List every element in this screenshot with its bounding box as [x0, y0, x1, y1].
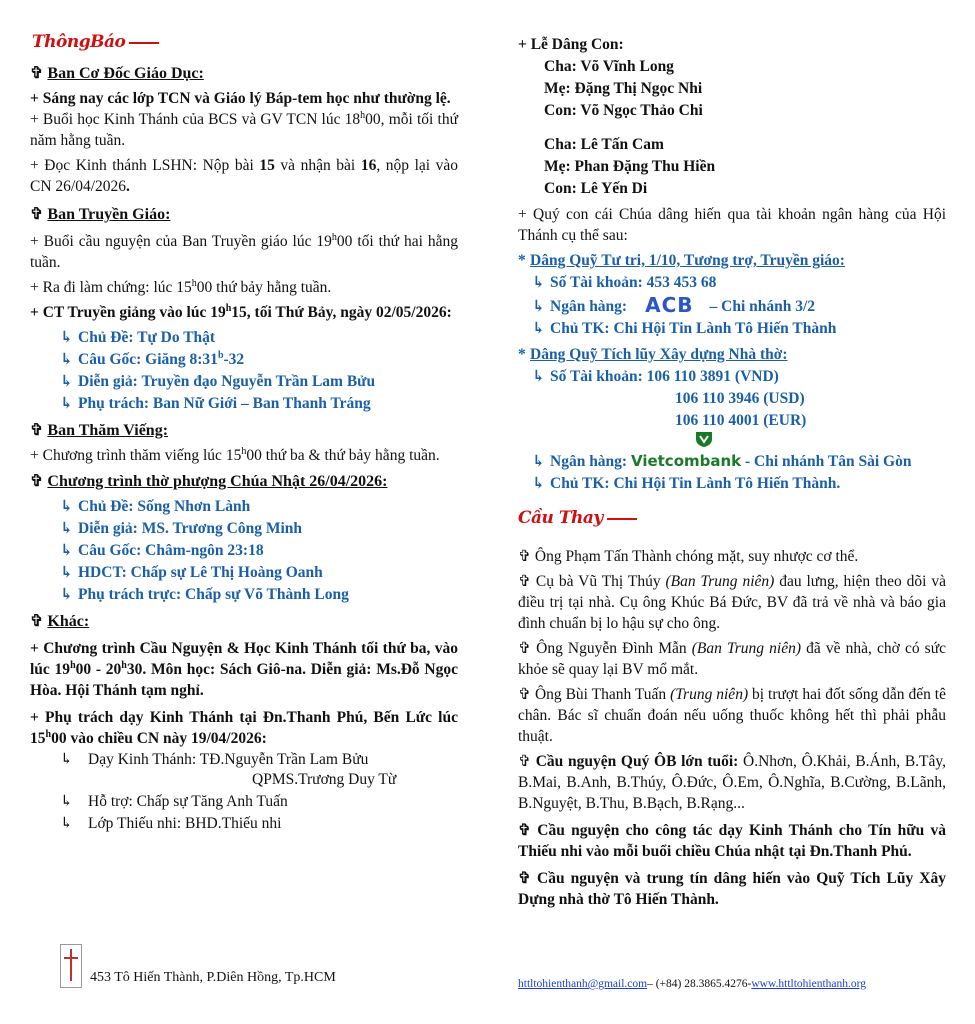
arrow-icon: ↳ [60, 793, 73, 810]
dedication-title: + Lễ Dâng Con: [518, 36, 624, 53]
family-line: Mẹ: Đặng Thị Ngọc Nhi [544, 80, 703, 97]
fund1-title: * Dâng Quỹ Tư tri, 1/10, Tương trợ, Truyền giáo: [518, 252, 845, 269]
arrow-icon: ↳ [60, 586, 73, 603]
cross-icon: ✞ [518, 573, 531, 590]
other-item: ↳ Dạy Kinh Thánh: TĐ.Nguyễn Trần Lam Bửu [60, 749, 458, 771]
evangelism-p2: + Ra đi làm chứng: lúc 15$^h$00 thứ bảy hằng tuần. [30, 277, 332, 296]
cross-icon: ✞ [30, 613, 44, 630]
arrow-icon: ↳ [60, 329, 73, 346]
footer-contact [518, 978, 866, 990]
other-p1: + Chương trình Cầu Nguyện & Học Kinh Thánh tối thứ ba, vào lúc 19$^h$00 - 20$^h$30. Môn học: Sách Giô-na. Diễn giả: Ms.Đỗ Ngọc Hòa. Hội Thánh tạm nghỉ. [30, 640, 458, 699]
fund2-line: ↳ Số Tài khoản: 106 110 3891 (VND) [532, 366, 946, 388]
fund2-line: 106 110 4001 (EUR) [675, 412, 807, 429]
email-link[interactable]: httltohienthanh@gmail.com [518, 978, 648, 990]
cross-icon: ✞ [518, 753, 531, 770]
fund1-line: ↳ Ngân hàng: ACB – Chi nhánh 3/2 [532, 293, 816, 317]
left-column [30, 64, 458, 835]
cross-icon: ✞ [30, 65, 44, 82]
cross-icon: ✞ [30, 206, 44, 223]
arrow-icon: ↳ [60, 564, 73, 581]
notice-title: ThôngBáo [32, 32, 159, 52]
prayer-title: Cầu Thay [518, 508, 637, 528]
arrow-icon: ↳ [532, 320, 545, 337]
evangelism-p1: + Buổi cầu nguyện của Ban Truyền giáo lúc 19$^h$00 tối thứ hai hằng tuần. [30, 231, 458, 271]
worship-item: ↳ Diễn giả: MS. Trương Công Minh [60, 518, 458, 540]
evangelism-item: ↳ Diễn giả: Truyền đạo Nguyễn Trần Lam Bửu [60, 371, 458, 393]
arrow-icon: ↳ [532, 298, 545, 315]
prayer-item: ✞ Ông Nguyễn Đình Mẫn (Ban Trung niên) đã về nhà, chờ có sức khỏe sẽ quay lại BV mổ mắt. [518, 640, 946, 678]
family-line: Con: Võ Ngọc Thảo Chi [544, 102, 703, 119]
cross-icon: ✞ [518, 640, 531, 657]
fund2-line: 106 110 3946 (USD) [675, 390, 805, 407]
section-evangelism-title: ✞ Ban Truyền Giáo: [30, 206, 171, 223]
arrow-icon: ↳ [60, 751, 73, 768]
phone-text: – (+84) 28.3865.4276- [647, 978, 752, 990]
cross-icon: ✞ [518, 686, 531, 703]
fund1-line: ↳ Chủ TK: Chi Hội Tin Lành Tô Hiến Thành [532, 318, 946, 340]
prayer-item: ✞ Cầu nguyện Quý ÔB lớn tuổi: Ô.Nhơn, Ô.Khải, B.Ánh, B.Tây, B.Mai, B.Anh, B.Thúy, Ô.Đức, Ô.Em, Ô.Nghĩa, B.Cường, B.Lãnh, B.Nguyệt, B.Thu, B.Bạch, B.Rạng... [518, 753, 947, 812]
visitation-p1: + Chương trình thăm viếng lúc 15$^h$00 thứ ba & thứ bảy hằng tuần. [30, 445, 440, 464]
worship-item: ↳ Câu Gốc: Châm-ngôn 23:18 [60, 540, 458, 562]
section-other-title: ✞ Khác: [30, 613, 90, 630]
right-column [518, 34, 946, 495]
arrow-icon: ↳ [60, 498, 73, 515]
prayer-item: ✞ Cầu nguyện cho công tác dạy Kinh Thánh cho Tín hữu và Thiếu nhi vào mỗi buổi chiều Chúa nhật tại Đn.Thanh Phú. [518, 822, 946, 860]
cross-icon: ✞ [518, 822, 531, 839]
arrow-icon: ↳ [60, 542, 73, 559]
family-line: Mẹ: Phan Đặng Thu Hiền [544, 158, 716, 175]
prayer-column [518, 546, 946, 910]
section-education-title: ✞ Ban Cơ Đốc Giáo Dục: [30, 65, 204, 82]
evangelism-item: ↳ Phụ trách: Ban Nữ Giới – Ban Thanh Tráng [60, 393, 458, 415]
family-line: Cha: Võ Vĩnh Long [544, 58, 674, 75]
education-p2: + Buổi học Kinh Thánh của BCS và GV TCN lúc 18$^h$00, mỗi tối thứ năm hằng tuần. [30, 109, 458, 149]
section-worship-title: ✞ Chương trình thờ phượng Chúa Nhật 26/04/2026: [30, 473, 388, 490]
arrow-icon: ↳ [532, 453, 545, 470]
website-link[interactable]: www.httltohienthanh.org [751, 978, 866, 990]
arrow-icon: ↳ [60, 520, 73, 537]
arrow-icon: ↳ [60, 373, 73, 390]
acb-logo: ACB [645, 293, 694, 317]
fund1-line: ↳ Số Tài khoản: 453 453 68 [532, 272, 946, 294]
other-item-cont: QPMS.Trương Duy Từ [252, 771, 397, 788]
cross-icon: ✞ [518, 870, 531, 887]
fund2-line: ↳ Chủ TK: Chi Hội Tin Lành Tô Hiến Thành. [532, 473, 946, 495]
arrow-icon: ↳ [60, 395, 73, 412]
worship-item: ↳ Chủ Đề: Sống Nhơn Lành [60, 496, 458, 518]
vietcombank-shield-icon [693, 430, 715, 448]
other-p2: + Phụ trách dạy Kinh Thánh tại Đn.Thanh Phú, Bến Lức lúc 15$^h$00 vào chiều CN này 19/04/2026: [30, 709, 458, 747]
arrow-icon: ↳ [532, 368, 545, 385]
section-visitation-title: ✞ Ban Thăm Viếng: [30, 422, 169, 439]
prayer-item: ✞ Ông Bùi Thanh Tuấn (Trung niên) bị trượt hai đốt sống dẫn đến tê chân. Bác sĩ chuẩn đoán nếu uống thuốc không hết thì phải phẫu thuật. [518, 686, 946, 745]
worship-item: ↳ HDCT: Chấp sự Lê Thị Hoàng Oanh [60, 562, 458, 584]
arrow-icon: ↳ [532, 274, 545, 291]
evangelism-item: ↳ Câu Gốc: Giăng 8:31$^b$-32 [60, 349, 458, 371]
fund2-line: ↳ Ngân hàng: Vietcombank - Chi nhánh Tân Sài Gòn [532, 450, 946, 473]
education-p1: + Sáng nay các lớp TCN và Giáo lý Báp-tem học như thường lệ. [30, 90, 451, 107]
other-item: ↳ Hỗ trợ: Chấp sự Tăng Anh Tuấn [60, 791, 458, 813]
worship-item: ↳ Phụ trách trực: Chấp sự Võ Thành Long [60, 584, 458, 606]
vietcombank-logo: Vietcombank [631, 450, 741, 472]
arrow-icon: ↳ [60, 815, 73, 832]
prayer-item: ✞ Cầu nguyện và trung tín dâng hiến vào Quỹ Tích Lũy Xây Dựng nhà thờ Tô Hiến Thành. [518, 870, 946, 908]
family-line: Con: Lê Yến Di [544, 180, 648, 197]
prayer-item: ✞ Cụ bà Vũ Thị Thúy (Ban Trung niên) đau lưng, hiện theo dõi và điều trị tại nhà. Cụ ông Khúc Bá Đức, BV đã trả về nhà và báo gia đình chuẩn bị lo hậu sự cho ông. [518, 573, 946, 632]
cross-icon: ✞ [30, 473, 44, 490]
arrow-icon: ↳ [60, 351, 73, 368]
cross-icon: ✞ [518, 548, 531, 565]
other-item: ↳ Lớp Thiếu nhi: BHD.Thiếu nhi [60, 813, 458, 835]
evangelism-p3: + CT Truyền giảng vào lúc 19$^h$15, tối Thứ Bảy, ngày 02/05/2026: [30, 302, 452, 321]
church-seal-icon [60, 944, 82, 988]
family-line: Cha: Lê Tấn Cam [544, 136, 664, 153]
prayer-item: ✞ Ông Phạm Tấn Thành chóng mặt, suy nhược cơ thể. [518, 548, 859, 565]
evangelism-item: ↳ Chủ Đề: Tự Do Thật [60, 327, 458, 349]
fund2-title: * Dâng Quỹ Tích lũy Xây dựng Nhà thờ: [518, 346, 788, 363]
education-p3: + Đọc Kinh thánh LSHN: Nộp bài 15 và nhận bài 16, nộp lại vào CN 26/04/2026. [30, 157, 458, 195]
cross-icon: ✞ [30, 422, 44, 439]
bank-intro: + Quý con cái Chúa dâng hiến qua tài khoản ngân hàng của Hội Thánh cụ thể sau: [518, 206, 946, 244]
arrow-icon: ↳ [532, 475, 545, 492]
